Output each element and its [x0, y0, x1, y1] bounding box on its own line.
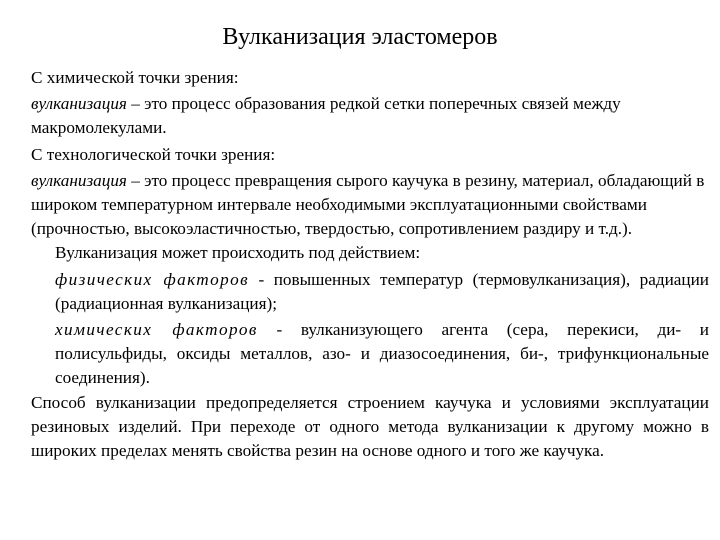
slide-body	[31, 66, 709, 463]
chemical-factors-text: - вулканизующего агента (сера, перекиси, ди- и полисульфиды, оксиды металлов, азо- и диазосоединения, би-, трифункциональные соединения).	[55, 320, 709, 388]
technological-heading: С технологической точки зрения:	[31, 144, 276, 164]
chemical-heading: С химической точки зрения:	[31, 68, 239, 87]
chemical-factors-term: химических факторов	[55, 320, 258, 340]
technological-definition	[31, 169, 709, 242]
slide-title: Вулканизация эластомеров	[222, 24, 498, 50]
chemical-factors	[31, 318, 709, 391]
physical-factors-term: физических факторов	[55, 269, 249, 289]
physical-factors	[31, 268, 709, 316]
chemical-term: вулканизация	[31, 94, 127, 114]
chemical-definition-text: – это процесс образования редкой сетки поперечных связей между макромолекулами.	[31, 94, 621, 138]
factors-intro: Вулканизация может происходить под действием:	[55, 243, 421, 263]
physical-factors-text: - повышенных температур (термовулканизация), радиации (радиационная вулканизация);	[55, 269, 710, 313]
technological-term: вулканизация	[31, 170, 127, 190]
chemical-definition	[31, 92, 709, 140]
conclusion: Способ вулканизации предопределяется строением каучука и условиями эксплуатации резиновых изделий. При переходе от одного метода вулканизации к другому можно в широких пределах менять свойства резин на основе одного и того же каучука.	[31, 392, 709, 461]
technological-definition-text: – это процесс превращения сырого каучука в резину, материал, обладающий в широком температурном интервале необходимыми эксплуатационными свойствами (прочностью, высокоэластичностью, твердостью, сопротивлением раздиру и т.д.).	[31, 170, 705, 239]
